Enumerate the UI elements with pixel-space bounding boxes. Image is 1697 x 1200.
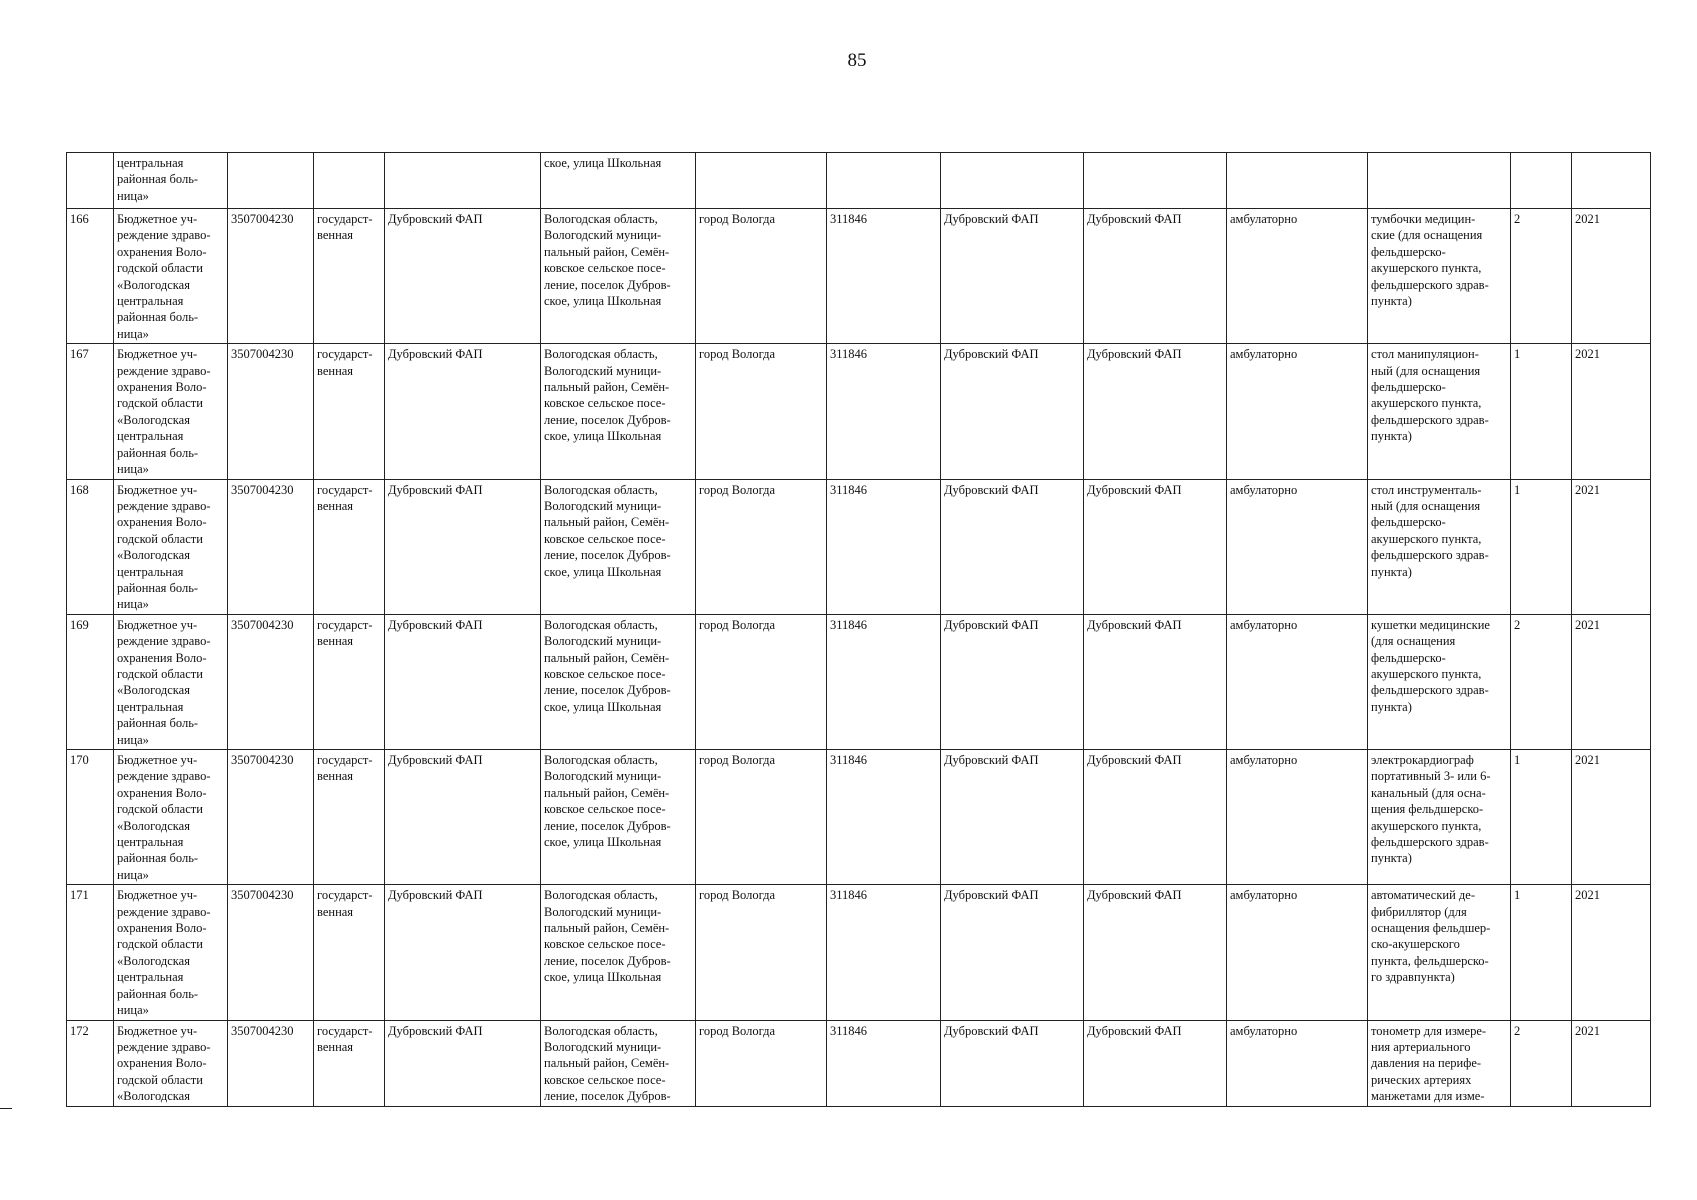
cell-equipment: электрокардиограф портативный 3- или 6- канальный (для осна- щения фельдшерско- акушерского пункта, фельдшерского здрав- пункта) bbox=[1368, 750, 1511, 885]
cell-num: 169 bbox=[67, 614, 114, 749]
cell-code: 311846 bbox=[827, 344, 941, 479]
cell-care: амбулаторно bbox=[1227, 614, 1368, 749]
cell-address: Вологодская область, Вологодский муници- пальный район, Семён- ковское сельское посе- ление, поселок Дубров- bbox=[541, 1020, 696, 1106]
cell-year: 2021 bbox=[1572, 479, 1651, 614]
cell-qty: 1 bbox=[1511, 750, 1572, 885]
cell-city: город Вологда bbox=[696, 209, 827, 344]
cell-qty bbox=[1511, 153, 1572, 209]
cell-equipment: кушетки медицинские (для оснащения фельдшерско- акушерского пункта, фельдшерского здрав- пункта) bbox=[1368, 614, 1511, 749]
table-row bbox=[67, 750, 1651, 885]
cell-unit2: Дубровский ФАП bbox=[941, 885, 1084, 1020]
cell-code: 311846 bbox=[827, 614, 941, 749]
cell-equipment: стол инструменталь- ный (для оснащения фельдшерско- акушерского пункта, фельдшерского здрав- пункта) bbox=[1368, 479, 1511, 614]
cell-inn: 3507004230 bbox=[228, 479, 314, 614]
cell-num: 170 bbox=[67, 750, 114, 885]
cell-unit3: Дубровский ФАП bbox=[1084, 344, 1227, 479]
cell-care: амбулаторно bbox=[1227, 479, 1368, 614]
table-row-continued bbox=[67, 153, 1651, 209]
cell-unit: Дубровский ФАП bbox=[385, 614, 541, 749]
cell-year: 2021 bbox=[1572, 344, 1651, 479]
cell-organization: центральная районная боль- ница» bbox=[114, 153, 228, 209]
cell-year: 2021 bbox=[1572, 209, 1651, 344]
cell-num: 167 bbox=[67, 344, 114, 479]
cell-city: город Вологда bbox=[696, 614, 827, 749]
cell-unit2: Дубровский ФАП bbox=[941, 614, 1084, 749]
cell-inn: 3507004230 bbox=[228, 614, 314, 749]
cell-organization: Бюджетное уч- реждение здраво- охранения Воло- годской области «Вологодская центральная районная боль- ница» bbox=[114, 614, 228, 749]
cell-ownership: государст- венная bbox=[314, 1020, 385, 1106]
table-row bbox=[67, 479, 1651, 614]
cell-equipment: тумбочки медицин- ские (для оснащения фельдшерско- акушерского пункта, фельдшерского здрав- пункта) bbox=[1368, 209, 1511, 344]
table-row bbox=[67, 614, 1651, 749]
cell-qty: 1 bbox=[1511, 885, 1572, 1020]
margin-tick bbox=[0, 1108, 12, 1109]
cell-code: 311846 bbox=[827, 885, 941, 1020]
cell-address: Вологодская область, Вологодский муници- пальный район, Семён- ковское сельское посе- ление, поселок Дубров- ское, улица Школьная bbox=[541, 209, 696, 344]
cell-unit3: Дубровский ФАП bbox=[1084, 479, 1227, 614]
cell-unit3: Дубровский ФАП bbox=[1084, 750, 1227, 885]
cell-unit3 bbox=[1084, 153, 1227, 209]
cell-qty: 2 bbox=[1511, 209, 1572, 344]
cell-equipment: тонометр для измере- ния артериального давления на перифе- рических артериях манжетами для изме- bbox=[1368, 1020, 1511, 1106]
cell-unit: Дубровский ФАП bbox=[385, 750, 541, 885]
table-row bbox=[67, 885, 1651, 1020]
cell-num: 171 bbox=[67, 885, 114, 1020]
cell-unit2: Дубровский ФАП bbox=[941, 209, 1084, 344]
cell-care: амбулаторно bbox=[1227, 750, 1368, 885]
cell-num: 166 bbox=[67, 209, 114, 344]
cell-city: город Вологда bbox=[696, 479, 827, 614]
cell-unit2: Дубровский ФАП bbox=[941, 344, 1084, 479]
cell-unit: Дубровский ФАП bbox=[385, 1020, 541, 1106]
cell-unit bbox=[385, 153, 541, 209]
cell-city: город Вологда bbox=[696, 344, 827, 479]
table-row bbox=[67, 344, 1651, 479]
cell-ownership: государст- венная bbox=[314, 750, 385, 885]
cell-inn: 3507004230 bbox=[228, 344, 314, 479]
cell-num bbox=[67, 153, 114, 209]
cell-organization: Бюджетное уч- реждение здраво- охранения Воло- годской области «Вологодская центральная районная боль- ница» bbox=[114, 209, 228, 344]
cell-unit3: Дубровский ФАП bbox=[1084, 209, 1227, 344]
cell-code: 311846 bbox=[827, 1020, 941, 1106]
cell-qty: 1 bbox=[1511, 344, 1572, 479]
cell-equipment bbox=[1368, 153, 1511, 209]
cell-organization: Бюджетное уч- реждение здраво- охранения Воло- годской области «Вологодская bbox=[114, 1020, 228, 1106]
cell-qty: 2 bbox=[1511, 614, 1572, 749]
cell-code: 311846 bbox=[827, 750, 941, 885]
cell-address: Вологодская область, Вологодский муници- пальный район, Семён- ковское сельское посе- ление, поселок Дубров- ское, улица Школьная bbox=[541, 344, 696, 479]
cell-equipment: автоматический де- фибриллятор (для оснащения фельдшер- ско-акушерского пункта, фельдшерско- го здравпункта) bbox=[1368, 885, 1511, 1020]
cell-code: 311846 bbox=[827, 479, 941, 614]
cell-address: Вологодская область, Вологодский муници- пальный район, Семён- ковское сельское посе- ление, поселок Дубров- ское, улица Школьная bbox=[541, 614, 696, 749]
cell-city: город Вологда bbox=[696, 1020, 827, 1106]
cell-unit: Дубровский ФАП bbox=[385, 885, 541, 1020]
cell-unit3: Дубровский ФАП bbox=[1084, 614, 1227, 749]
equipment-table bbox=[66, 152, 1651, 1107]
cell-organization: Бюджетное уч- реждение здраво- охранения Воло- годской области «Вологодская центральная районная боль- ница» bbox=[114, 479, 228, 614]
cell-unit: Дубровский ФАП bbox=[385, 209, 541, 344]
cell-inn bbox=[228, 153, 314, 209]
cell-city bbox=[696, 153, 827, 209]
cell-ownership: государст- венная bbox=[314, 885, 385, 1020]
cell-ownership: государст- венная bbox=[314, 209, 385, 344]
cell-year bbox=[1572, 153, 1651, 209]
cell-address: Вологодская область, Вологодский муници- пальный район, Семён- ковское сельское посе- ление, поселок Дубров- ское, улица Школьная bbox=[541, 479, 696, 614]
cell-ownership: государст- венная bbox=[314, 344, 385, 479]
cell-inn: 3507004230 bbox=[228, 750, 314, 885]
cell-ownership: государст- венная bbox=[314, 614, 385, 749]
cell-organization: Бюджетное уч- реждение здраво- охранения Воло- годской области «Вологодская центральная районная боль- ница» bbox=[114, 750, 228, 885]
page-number: 85 bbox=[847, 50, 867, 71]
cell-city: город Вологда bbox=[696, 750, 827, 885]
cell-unit2: Дубровский ФАП bbox=[941, 479, 1084, 614]
cell-care: амбулаторно bbox=[1227, 885, 1368, 1020]
cell-care bbox=[1227, 153, 1368, 209]
cell-unit3: Дубровский ФАП bbox=[1084, 1020, 1227, 1106]
cell-code: 311846 bbox=[827, 209, 941, 344]
cell-address: Вологодская область, Вологодский муници- пальный район, Семён- ковское сельское посе- ление, поселок Дубров- ское, улица Школьная bbox=[541, 750, 696, 885]
cell-unit: Дубровский ФАП bbox=[385, 344, 541, 479]
cell-equipment: стол манипуляцион- ный (для оснащения фельдшерско- акушерского пункта, фельдшерского здрав- пункта) bbox=[1368, 344, 1511, 479]
cell-year: 2021 bbox=[1572, 1020, 1651, 1106]
cell-year: 2021 bbox=[1572, 750, 1651, 885]
cell-unit: Дубровский ФАП bbox=[385, 479, 541, 614]
cell-organization: Бюджетное уч- реждение здраво- охранения Воло- годской области «Вологодская центральная районная боль- ница» bbox=[114, 885, 228, 1020]
cell-inn: 3507004230 bbox=[228, 209, 314, 344]
cell-num: 168 bbox=[67, 479, 114, 614]
cell-care: амбулаторно bbox=[1227, 209, 1368, 344]
cell-qty: 2 bbox=[1511, 1020, 1572, 1106]
cell-inn: 3507004230 bbox=[228, 885, 314, 1020]
cell-qty: 1 bbox=[1511, 479, 1572, 614]
cell-unit2 bbox=[941, 153, 1084, 209]
table-row bbox=[67, 209, 1651, 344]
cell-unit3: Дубровский ФАП bbox=[1084, 885, 1227, 1020]
cell-address: Вологодская область, Вологодский муници- пальный район, Семён- ковское сельское посе- ление, поселок Дубров- ское, улица Школьная bbox=[541, 885, 696, 1020]
cell-care: амбулаторно bbox=[1227, 344, 1368, 479]
cell-year: 2021 bbox=[1572, 885, 1651, 1020]
cell-care: амбулаторно bbox=[1227, 1020, 1368, 1106]
cell-ownership bbox=[314, 153, 385, 209]
cell-ownership: государст- венная bbox=[314, 479, 385, 614]
cell-num: 172 bbox=[67, 1020, 114, 1106]
cell-organization: Бюджетное уч- реждение здраво- охранения Воло- годской области «Вологодская центральная районная боль- ница» bbox=[114, 344, 228, 479]
cell-unit2: Дубровский ФАП bbox=[941, 750, 1084, 885]
cell-address: ское, улица Школьная bbox=[541, 153, 696, 209]
cell-year: 2021 bbox=[1572, 614, 1651, 749]
cell-unit2: Дубровский ФАП bbox=[941, 1020, 1084, 1106]
table-row bbox=[67, 1020, 1651, 1106]
cell-city: город Вологда bbox=[696, 885, 827, 1020]
cell-code bbox=[827, 153, 941, 209]
cell-inn: 3507004230 bbox=[228, 1020, 314, 1106]
